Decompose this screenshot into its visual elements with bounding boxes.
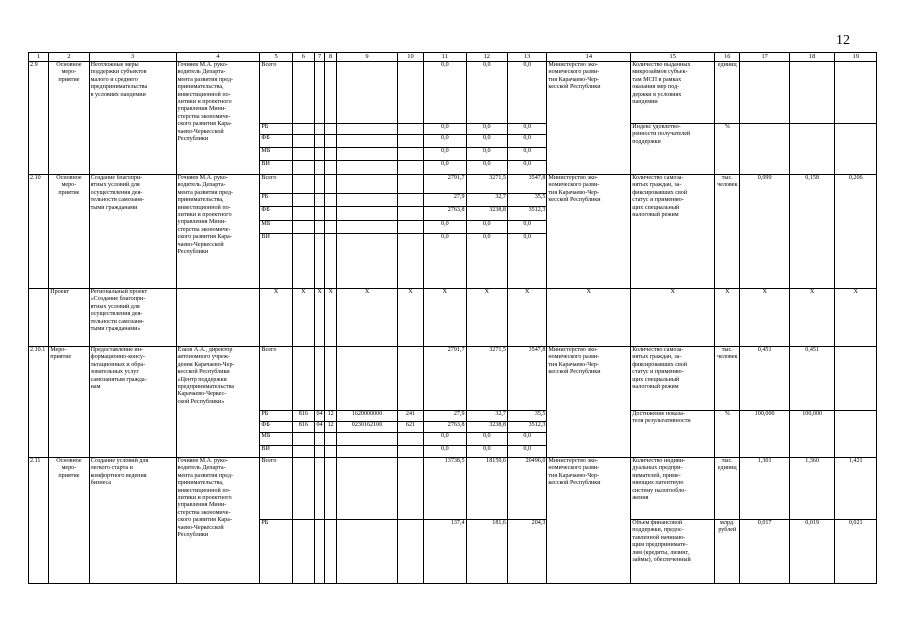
target-2023: 100,000 bbox=[789, 411, 834, 458]
value-2024: 0,0 bbox=[507, 135, 546, 148]
page-number: 12 bbox=[836, 33, 850, 48]
table-row bbox=[29, 347, 877, 411]
code-target: 0230162100 bbox=[337, 422, 398, 433]
funding-source: Всего bbox=[260, 175, 292, 194]
col-number: 7 bbox=[314, 53, 324, 62]
value-2023: 0,0 bbox=[466, 446, 507, 458]
indicator-unit: тыс. человек bbox=[715, 347, 740, 411]
item-responsible: Гочияев М.А. руко- водитель Департа- мента развития пред- принимательства, инвестиционной по- литики и проектного управления Мини- стерства экономиче- ского развития Кара- чаево-Черкесской Республики bbox=[176, 458, 260, 584]
col-number: 14 bbox=[547, 53, 631, 62]
target-2024: 0,021 bbox=[835, 520, 877, 584]
funding-source: МБ bbox=[260, 433, 292, 446]
item-type: Основное меро- приятие bbox=[49, 175, 89, 289]
table-row bbox=[29, 62, 877, 124]
item-responsible: Езаов А.А., директор автономного учреж- дения Карачаево-Чер- кесской Республики «Центр поддержки предпринимательства Карачаево-Черкес- ской Республики» bbox=[176, 347, 260, 458]
target-2022: 0,017 bbox=[740, 520, 790, 584]
col-number: 1 bbox=[29, 53, 49, 62]
col-number: 18 bbox=[789, 53, 834, 62]
code-section: 04 bbox=[314, 422, 324, 433]
item-number: 2.10.1 bbox=[29, 347, 49, 458]
x-mark: Х bbox=[424, 289, 466, 347]
value-2024: 204,3 bbox=[507, 520, 546, 584]
value-2022: 0,0 bbox=[424, 161, 466, 175]
x-mark: Х bbox=[715, 289, 740, 347]
value-2024: 0,0 bbox=[507, 433, 546, 446]
value-2022: 0,0 bbox=[424, 433, 466, 446]
funding-source: ВИ bbox=[260, 234, 292, 289]
funding-source: ВИ bbox=[260, 161, 292, 175]
value-2023: 0,0 bbox=[466, 124, 507, 135]
x-mark: Х bbox=[314, 289, 324, 347]
value-2022: 0,0 bbox=[424, 446, 466, 458]
col-number: 3 bbox=[89, 53, 176, 62]
funding-source: Всего bbox=[260, 347, 292, 411]
indicator-unit: % bbox=[715, 411, 740, 458]
indicator-unit: тыс. человек bbox=[715, 175, 740, 289]
value-2022: 0,0 bbox=[424, 62, 466, 124]
item-responsible: Гочияев М.А. руко- водитель Департа- мента развития пред- принимательства, инвестиционной по- литики и проектного управления Мини- стерства экономиче- ского развития Кара- чаево-Черкесской Республики bbox=[176, 175, 260, 289]
x-mark: Х bbox=[547, 289, 631, 347]
item-name: Предоставление ин- формационно-консу- льтационных и обра- зовательных услуг самозанятым гражда- нам bbox=[89, 347, 176, 458]
col-number: 4 bbox=[176, 53, 260, 62]
value-2022: 0,0 bbox=[424, 124, 466, 135]
value-2024: 0,0 bbox=[507, 124, 546, 135]
funding-source: ФБ bbox=[260, 135, 292, 148]
indicator-name: Количество индиви- дуальных предпри- нимателей, приме- няющих патентную систему налогообло- жения bbox=[631, 458, 715, 520]
value-2024: 35,5 bbox=[507, 194, 546, 207]
x-mark: Х bbox=[631, 289, 715, 347]
col-number: 19 bbox=[835, 53, 877, 62]
funding-source: РБ bbox=[260, 411, 292, 422]
value-2023: 3238,8 bbox=[466, 422, 507, 433]
col-number: 5 bbox=[260, 53, 292, 62]
indicator-name: Индекс удовлетво- ренности получателей поддержки bbox=[631, 124, 715, 175]
item-executor: Министерство эко- номического разви- тия Карачаево-Чер- кесской Республики bbox=[547, 62, 631, 175]
code-target: 1620000000 bbox=[337, 411, 398, 422]
x-mark: Х bbox=[397, 289, 423, 347]
item-name: Создание благопри- ятных условий для осуществления дея- тельности самозаня- тыми гражданами bbox=[89, 175, 176, 289]
col-number: 8 bbox=[325, 53, 337, 62]
item-executor: Министерство эко- номического разви- тия Карачаево-Чер- кесской Республики bbox=[547, 175, 631, 289]
value-2023: 0,0 bbox=[466, 135, 507, 148]
funding-source: МБ bbox=[260, 148, 292, 161]
col-number: 10 bbox=[397, 53, 423, 62]
item-responsible: Гочияев М.А. руко- водитель Департа- мента развития пред- принимательства, инвестиционной по- литики и проектного управления Мини- стерства экономиче- ского развития Кара- чаево-Черкесской Республики bbox=[176, 62, 260, 175]
value-2022: 2791,7 bbox=[424, 175, 466, 194]
value-2022: 13738,5 bbox=[424, 458, 466, 520]
target-2023: 1,360 bbox=[789, 458, 834, 520]
target-2024: 1,421 bbox=[835, 458, 877, 520]
item-type: Проект bbox=[49, 289, 89, 347]
table-row bbox=[29, 289, 877, 347]
value-2024: 3547,8 bbox=[507, 175, 546, 194]
value-2024: 3547,8 bbox=[507, 347, 546, 411]
value-2024: 3512,3 bbox=[507, 422, 546, 433]
value-2023: 3238,8 bbox=[466, 207, 507, 221]
funding-source: РБ bbox=[260, 520, 292, 584]
funding-source: ФБ bbox=[260, 422, 292, 433]
table-row bbox=[29, 458, 877, 520]
value-2024: 0,0 bbox=[507, 62, 546, 124]
code-expense: 621 bbox=[397, 422, 423, 433]
x-mark: Х bbox=[292, 289, 314, 347]
value-2024: 0,0 bbox=[507, 446, 546, 458]
item-name: Создание условий для легкого старта и комфортного ведения бизнеса bbox=[89, 458, 176, 584]
funding-source: МБ bbox=[260, 221, 292, 234]
value-2024: 0,0 bbox=[507, 234, 546, 289]
value-2023: 0,0 bbox=[466, 62, 507, 124]
program-table bbox=[28, 52, 877, 584]
value-2022: 0,0 bbox=[424, 221, 466, 234]
value-2022: 2791,7 bbox=[424, 347, 466, 411]
target-2023: 0,158 bbox=[789, 175, 834, 289]
item-type: Основное меро- приятие bbox=[49, 458, 89, 584]
x-mark: Х bbox=[507, 289, 546, 347]
value-2022: 27,9 bbox=[424, 194, 466, 207]
indicator-unit: % bbox=[715, 124, 740, 175]
target-2023: 0,451 bbox=[789, 347, 834, 411]
value-2022: 27,9 bbox=[424, 411, 466, 422]
code-expense: 241 bbox=[397, 411, 423, 422]
indicator-name: Количество самоза- нятых граждан, за- фиксировавших свой статус и применяю- щих специальный налоговый режим bbox=[631, 175, 715, 289]
funding-source: Всего bbox=[260, 62, 292, 124]
x-mark: Х bbox=[260, 289, 292, 347]
value-2024: 0,0 bbox=[507, 161, 546, 175]
value-2023: 32,7 bbox=[466, 411, 507, 422]
value-2024: 3512,3 bbox=[507, 207, 546, 221]
value-2023: 0,0 bbox=[466, 234, 507, 289]
value-2022: 137,4 bbox=[424, 520, 466, 584]
target-2022: 0,451 bbox=[740, 347, 790, 411]
value-2023: 0,0 bbox=[466, 148, 507, 161]
target-2023: 0,019 bbox=[789, 520, 834, 584]
col-number: 16 bbox=[715, 53, 740, 62]
column-number-row bbox=[29, 53, 877, 62]
col-number: 6 bbox=[292, 53, 314, 62]
value-2022: 0,0 bbox=[424, 234, 466, 289]
indicator-unit: единиц bbox=[715, 62, 740, 124]
x-mark: Х bbox=[325, 289, 337, 347]
item-type: Основное меро- приятие bbox=[49, 62, 89, 175]
x-mark: Х bbox=[789, 289, 834, 347]
item-executor: Министерство эко- номического разви- тия Карачаево-Чер- кесской Республики bbox=[547, 458, 631, 584]
indicator-name: Количество выданных микрозаймов субъек- там МСП в рамках оказания мер под- держки в условиях пандемии bbox=[631, 62, 715, 124]
indicator-unit: млрд. рублей bbox=[715, 520, 740, 584]
col-number: 17 bbox=[740, 53, 790, 62]
target-2022: 1,301 bbox=[740, 458, 790, 520]
funding-source: РБ bbox=[260, 124, 292, 135]
target-2022: 100,000 bbox=[740, 411, 790, 458]
code-ministry: 816 bbox=[292, 422, 314, 433]
funding-source: ВИ bbox=[260, 446, 292, 458]
value-2023: 0,0 bbox=[466, 161, 507, 175]
value-2022: 2763,8 bbox=[424, 207, 466, 221]
item-number: 2.9 bbox=[29, 62, 49, 175]
value-2023: 0,0 bbox=[466, 221, 507, 234]
item-name: Региональный проект «Создание благопри- ятных условий для осуществления дея- тельности самозаня- тыми гражданами» bbox=[89, 289, 176, 347]
value-2023: 3271,5 bbox=[466, 175, 507, 194]
indicator-unit: тыс. единиц bbox=[715, 458, 740, 520]
item-name: Неотложные меры поддержки субъектов малого и среднего предпринимательства в условиях пандемии bbox=[89, 62, 176, 175]
x-mark: Х bbox=[337, 289, 398, 347]
item-executor: Министерство эко- номического разви- тия Карачаево-Чер- кесской Республики bbox=[547, 347, 631, 458]
value-2022: 0,0 bbox=[424, 135, 466, 148]
col-number: 15 bbox=[631, 53, 715, 62]
x-mark: Х bbox=[740, 289, 790, 347]
item-number: 2.11 bbox=[29, 458, 49, 584]
col-number: 9 bbox=[337, 53, 398, 62]
item-type: Меро- приятие bbox=[49, 347, 89, 458]
value-2023: 3271,5 bbox=[466, 347, 507, 411]
value-2024: 35,5 bbox=[507, 411, 546, 422]
code-subsection: 12 bbox=[325, 422, 337, 433]
indicator-name: Объем финансовой поддержки, предос- тавленной начинаю- щим предпринимате- лям (кредиты, лизинг, займы), обеспеченный bbox=[631, 520, 715, 584]
funding-source: Всего bbox=[260, 458, 292, 520]
target-2024: 0,206 bbox=[835, 175, 877, 289]
table-row bbox=[29, 175, 877, 194]
target-2022: 0,099 bbox=[740, 175, 790, 289]
value-2023: 0,0 bbox=[466, 433, 507, 446]
value-2022: 2763,8 bbox=[424, 422, 466, 433]
col-number: 2 bbox=[49, 53, 89, 62]
value-2022: 0,0 bbox=[424, 148, 466, 161]
x-mark: Х bbox=[466, 289, 507, 347]
value-2023: 181,6 bbox=[466, 520, 507, 584]
value-2024: 0,0 bbox=[507, 148, 546, 161]
item-number: 2.10 bbox=[29, 175, 49, 289]
funding-source: ФБ bbox=[260, 207, 292, 221]
col-number: 12 bbox=[466, 53, 507, 62]
code-section: 04 bbox=[314, 411, 324, 422]
code-ministry: 816 bbox=[292, 411, 314, 422]
value-2023: 32,7 bbox=[466, 194, 507, 207]
funding-source: РБ bbox=[260, 194, 292, 207]
value-2023: 18159,6 bbox=[466, 458, 507, 520]
value-2024: 0,0 bbox=[507, 221, 546, 234]
col-number: 13 bbox=[507, 53, 546, 62]
indicator-name: Достижение показа- теля результативности bbox=[631, 411, 715, 458]
col-number: 11 bbox=[424, 53, 466, 62]
value-2024: 20496,0 bbox=[507, 458, 546, 520]
code-subsection: 12 bbox=[325, 411, 337, 422]
indicator-name: Количество самоза- нятых граждан, за- фиксировавших свой статус и применяю- щих специальный налоговый режим bbox=[631, 347, 715, 411]
x-mark: Х bbox=[835, 289, 877, 347]
